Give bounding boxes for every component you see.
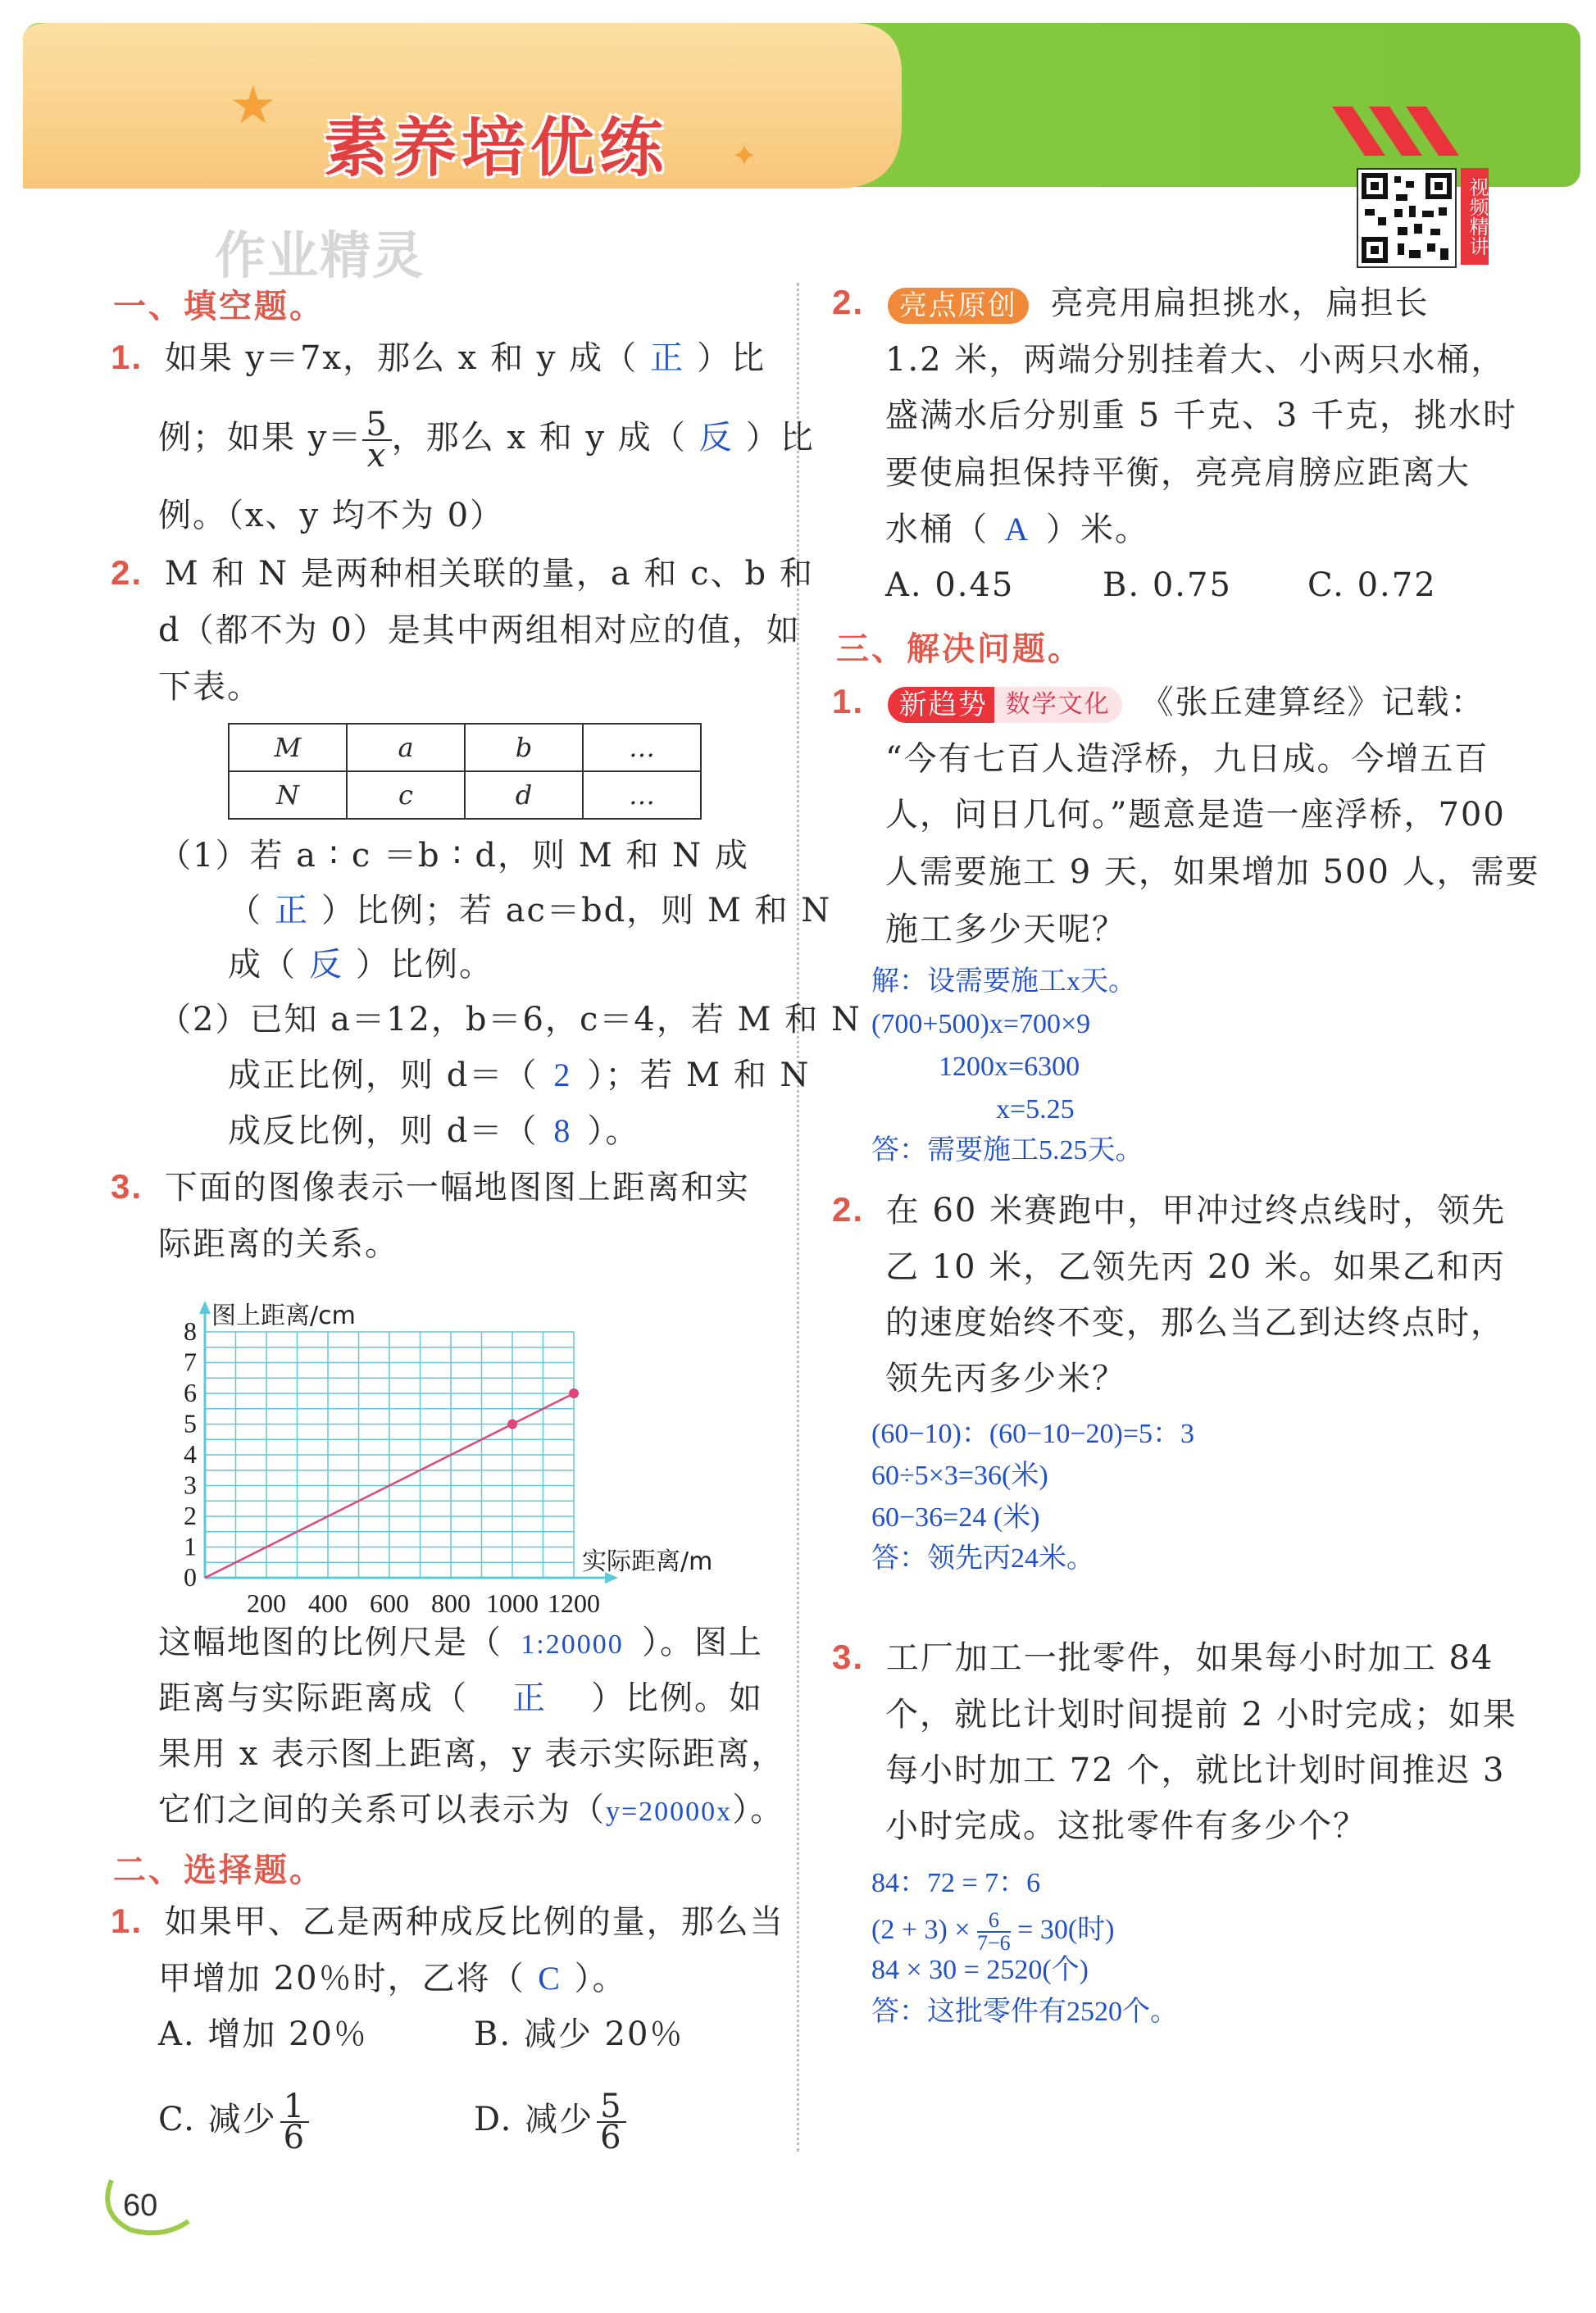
s3q1-sol5: 答：需要施工5.25天。 — [871, 1135, 1144, 1166]
s2q2-line2: 1.2 米，两端分别挂着大、小两只水桶， — [885, 341, 1506, 379]
q3-line5: 果用 x 表示图上距离，y 表示实际距离， — [158, 1735, 786, 1773]
q3-line1: 3. 下面的图像表示一幅地图图上距离和实 — [111, 1167, 750, 1206]
x-tick-label: 400 — [308, 1588, 348, 1615]
y-tick-label: 6 — [184, 1378, 197, 1407]
s3q1-line2: “今有七百人造浮桥，九日成。今增五百 — [885, 740, 1489, 778]
q3-line3: 这幅地图的比例尺是（ 1:20000 ）。图上 — [158, 1623, 763, 1665]
original-badge: 亮点原创 — [888, 288, 1029, 324]
x-tick-label: 1200 — [548, 1588, 600, 1615]
s2q1-optA: A. 增加 20％ — [158, 2015, 368, 2053]
s3q3-sol4: 答：这批零件有2520个。 — [871, 1997, 1178, 2027]
qr-label: 视频精讲 — [1461, 168, 1489, 265]
s3q1-line5: 施工多少天呢？ — [885, 911, 1126, 948]
y-tick-label: 8 — [184, 1316, 197, 1346]
s3q2-line4: 领先丙多少米？ — [885, 1360, 1126, 1397]
scale-answer: 1:20000 — [521, 1629, 624, 1660]
s3q2-line2: 乙 10 米，乙领先丙 20 米。如果乙和丙 — [885, 1248, 1506, 1286]
s2q2-line4: 要使扁担保持平衡，亮亮肩膀应距离大 — [885, 454, 1471, 492]
y-axis-title: 图上距离/cm — [211, 1302, 356, 1330]
q2-part2-line1: （2）已知 a＝12，b＝6，c＝4，若 M 和 N — [158, 1001, 862, 1038]
star-icon: ★ — [230, 75, 277, 136]
data-point — [507, 1420, 517, 1429]
q1-line1: 1. 如果 y＝7x，那么 x 和 y 成（ 正 ）比 — [111, 338, 766, 377]
s3q1-sol2: (700+500)x=700×9 — [871, 1009, 1091, 1039]
s3q1-line4: 人需要施工 9 天，如果增加 500 人，需要 — [885, 853, 1540, 891]
s3q1-sol4: x=5.25 — [996, 1094, 1075, 1125]
s2q2-line5: 水桶（ A ）米。 — [885, 511, 1149, 548]
s3q3-sol1: 84：72 = 7：6 — [871, 1868, 1041, 1898]
section3-heading: 三、解决问题。 — [836, 630, 1083, 668]
s2q1-optB: B. 减少 20％ — [474, 2015, 684, 2053]
s3q3-sol3: 84 × 30 = 2520(个) — [871, 1955, 1089, 1985]
distance-chart — [156, 1287, 779, 1615]
q1-fraction: $\frac{5}{x}$ — [362, 410, 391, 470]
q3-line4: 距离与实际距离成（ 正 ）比例。如 — [158, 1679, 763, 1717]
y-tick-label: 5 — [184, 1408, 197, 1438]
q1-line3: 例。（x、y 均不为 0） — [158, 497, 505, 534]
s3q2-sol4: 答：领先丙24米。 — [871, 1543, 1094, 1574]
x-tick-label: 800 — [431, 1588, 471, 1615]
x-axis-title: 实际距离/m — [582, 1547, 713, 1576]
y-tick-label: 7 — [184, 1347, 197, 1377]
q1-answer1: 正 — [650, 339, 685, 376]
q2-part1-line3: 成（ 反 ）比例。 — [228, 946, 493, 984]
s2q2-optB: B. 0.75 — [1103, 566, 1232, 604]
s3q1-sol3: 1200x=6300 — [939, 1052, 1080, 1082]
qr-code[interactable] — [1357, 168, 1457, 268]
sparkle-icon: ✦ — [731, 138, 757, 174]
q2-line2: d（都不为 0）是其中两组相对应的值，如 — [158, 611, 801, 649]
table-row: N c d … — [229, 771, 701, 819]
q1-number: 1. — [111, 338, 143, 376]
qr-pattern — [1358, 170, 1455, 266]
y-tick-label: 2 — [184, 1501, 197, 1530]
y-tick-label: 1 — [184, 1531, 197, 1561]
s3q1-line3: 人，问日几何。”题意是造一座浮桥，700 — [885, 796, 1506, 834]
data-point — [569, 1388, 579, 1398]
x-tick-label: 200 — [247, 1588, 286, 1615]
page-number: 60 — [123, 2188, 158, 2223]
s2q2-optC: C. 0.72 — [1307, 566, 1437, 604]
s3q3-line4: 小时完成。这批零件有多少个？ — [885, 1807, 1367, 1845]
table-row: M a b … — [229, 724, 701, 771]
s2q1-optD: D. 减少 $\frac{5}{6}$ — [474, 2092, 626, 2152]
s3q1-sol1: 解：设需要施工x天。 — [871, 966, 1136, 997]
q2-line1: 2. M 和 N 是两种相关联的量，a 和 c、b 和 — [111, 553, 814, 593]
s3q2-line3: 的速度始终不变，那么当乙到达终点时， — [885, 1304, 1505, 1342]
mn-table — [228, 723, 702, 820]
section1-heading: 一、填空题。 — [113, 288, 325, 325]
y-tick-label: 3 — [184, 1470, 197, 1500]
s3q2-sol1: (60−10)：(60−10−20)=5：3 — [871, 1419, 1194, 1449]
s2q1-optC: C. 减少 $\frac{1}{6}$ — [158, 2092, 309, 2152]
q2-part1-line2: （ 正 ）比例；若 ac＝bd，则 M 和 N — [228, 892, 832, 929]
x-tick-label: 1000 — [486, 1588, 539, 1615]
s3q3-line1: 3. 工厂加工一批零件，如果每小时加工 84 — [832, 1638, 1494, 1677]
culture-badge: 数学文化 — [994, 687, 1122, 723]
page-title: 素养培优练 — [324, 111, 669, 185]
s2q2-line1: 2. 亮点原创 亮亮用扁担挑水，扁担长 — [832, 283, 1430, 322]
s3q2-sol2: 60÷5×3=36(米) — [871, 1461, 1048, 1491]
s2q1-line1: 1. 如果甲、乙是两种成反比例的量，那么当 — [111, 1902, 784, 1941]
s3q3-sol2: (2 + 3) × $\frac{6}{7-6}$ = 30(时) — [871, 1908, 1115, 1955]
s3q2-line1: 2. 在 60 米赛跑中，甲冲过终点线时，领先 — [832, 1190, 1507, 1229]
section2-heading: 二、选择题。 — [113, 1852, 325, 1889]
q2-line3: 下表。 — [158, 668, 261, 706]
s2q2-optA: A. 0.45 — [885, 566, 1015, 604]
q1-answer2: 反 — [698, 419, 734, 456]
s2q2-line3: 盛满水后分别重 5 千克、3 千克，挑水时 — [885, 397, 1518, 434]
q1-line2: 例；如果 y＝ $\frac{5}{x}$ ，那么 x 和 y 成（ 反 ）比 — [158, 406, 815, 475]
y-tick-label: 0 — [184, 1562, 197, 1592]
s3q1-line1: 1. 新趋势 数学文化 《张丘建算经》记载： — [832, 682, 1485, 721]
s3q3-line2: 个，就比计划时间提前 2 小时完成；如果 — [885, 1696, 1517, 1734]
q3-line6: 它们之间的关系可以表示为（y=20000x）。 — [158, 1791, 785, 1829]
y-tick-label: 4 — [184, 1439, 197, 1469]
leaf-icon — [97, 2164, 195, 2238]
q2-part2-line2: 成正比例，则 d＝（ 2 ）；若 M 和 N — [228, 1057, 811, 1094]
s3q3-line3: 每小时加工 72 个，就比计划时间推迟 3 — [885, 1752, 1506, 1789]
y-axis-arrow — [199, 1301, 211, 1314]
s3q2-sol3: 60−36=24 (米) — [871, 1502, 1040, 1533]
s2q1-line2: 甲增加 20％时，乙将（ C ）。 — [158, 1960, 627, 1997]
x-tick-label: 600 — [370, 1588, 409, 1615]
q2-part1-line1: （1）若 a ∶ c ＝b ∶ d，则 M 和 N 成 — [158, 837, 749, 875]
q3-line2: 际距离的关系。 — [158, 1225, 399, 1263]
watermark: 作业精灵 — [215, 225, 425, 285]
q2-part2-line3: 成反比例，则 d＝（ 8 ）。 — [228, 1112, 640, 1150]
trend-badge: 新趋势 — [888, 687, 994, 723]
